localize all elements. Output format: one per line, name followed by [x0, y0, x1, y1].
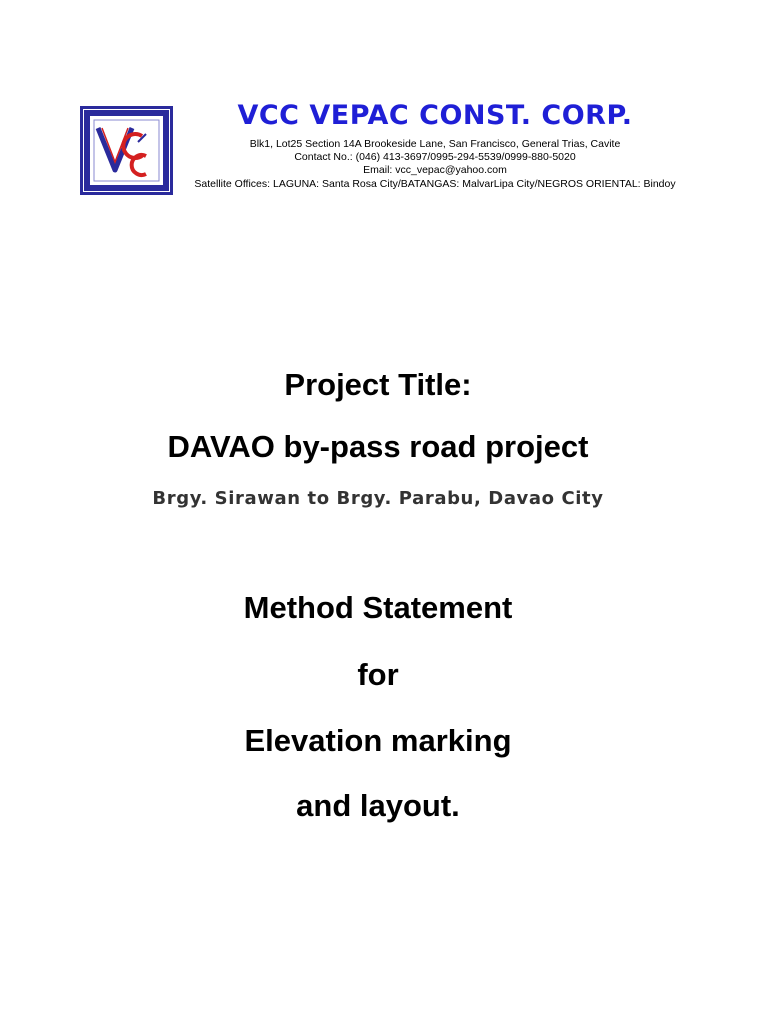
project-title-label: Project Title:: [284, 367, 472, 402]
company-logo: [80, 106, 173, 195]
company-email: Email: vcc_vepac@yahoo.com: [363, 164, 507, 176]
satellite-offices: Satellite Offices: LAGUNA: Santa Rosa City/BATANGAS: MalvarLipa City/NEGROS ORIENTAL: Bindoy: [194, 178, 676, 190]
statement-line: for: [357, 657, 399, 692]
statement-line: Method Statement: [243, 590, 513, 625]
statement-line: Elevation marking: [244, 723, 512, 758]
company-address: Blk1, Lot25 Section 14A Brookeside Lane, San Francisco, General Trias, Cavite: [249, 138, 621, 150]
company-contact: Contact No.: (046) 413-3697/0995-294-5539/0999-880-5020: [294, 151, 576, 163]
statement-line: and layout.: [296, 788, 460, 823]
company-name: VCC VEPAC CONST. CORP.: [237, 100, 633, 131]
vcc-logo-icon: [80, 106, 173, 195]
project-location: Brgy. Sirawan to Brgy. Parabu, Davao City: [152, 488, 604, 509]
project-name: DAVAO by-pass road project: [167, 429, 589, 464]
